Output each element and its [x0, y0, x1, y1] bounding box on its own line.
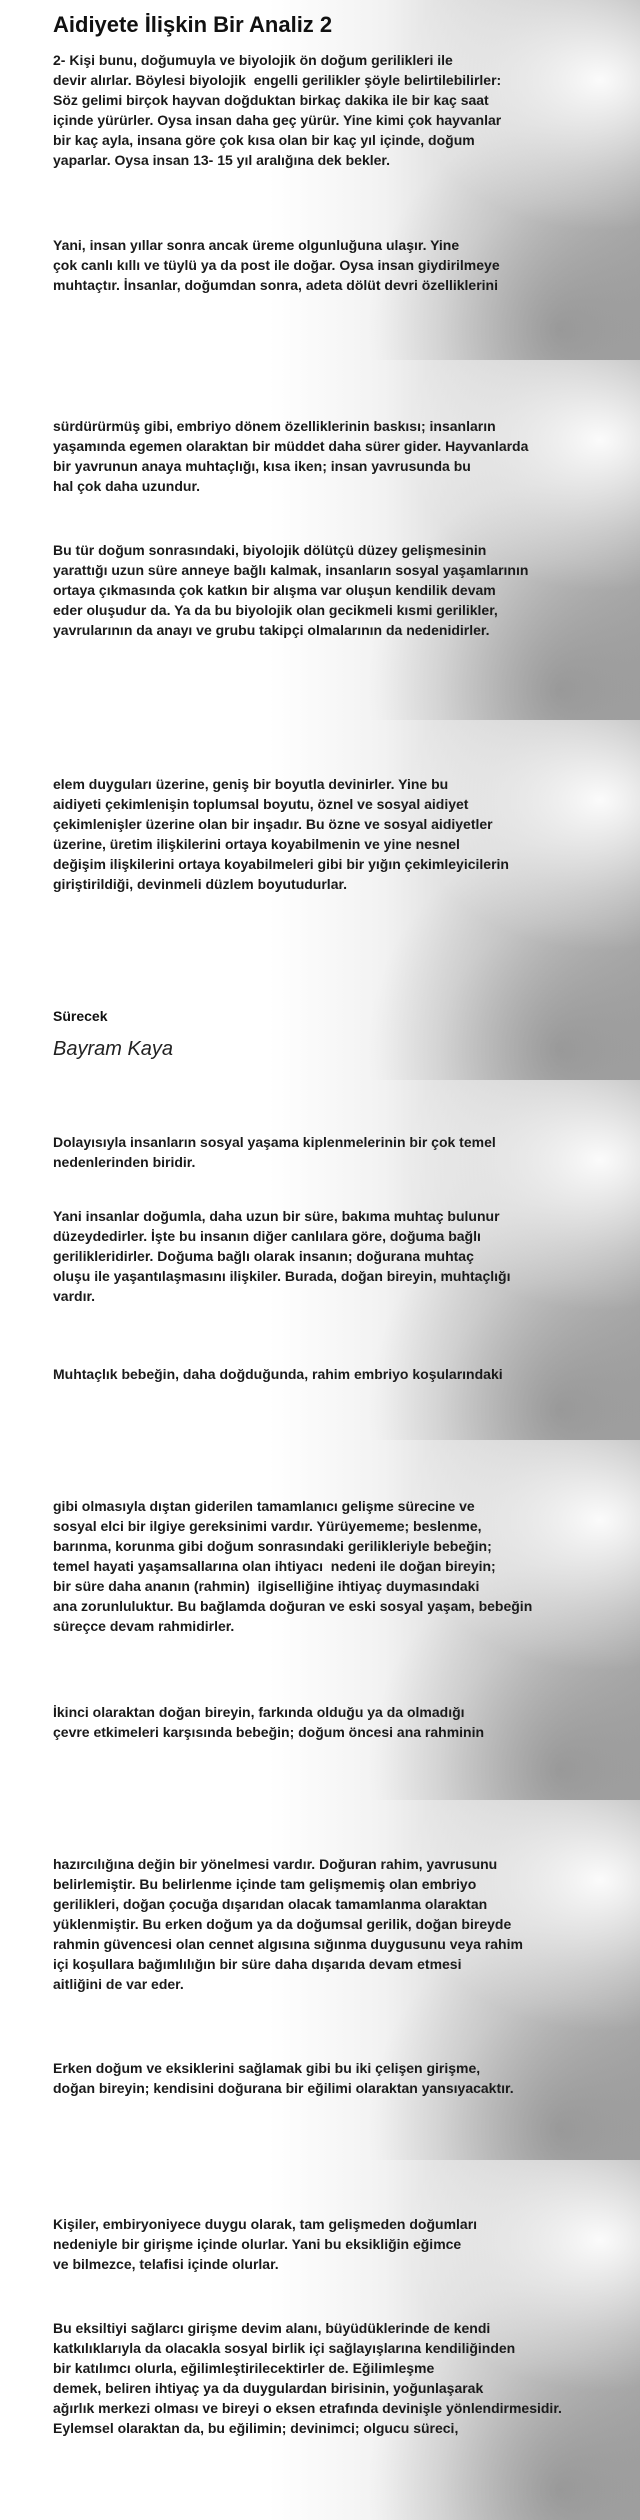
paragraph: sürdürürmüş gibi, embriyo dönem özelliklerinin baskısı; insanların yaşamında egemen olaraktan bir müddet daha sürer gider. Hayvanlarda bir yavrunun anaya muhtaçlığı, kısa iken; insan yavrusunda bu hal çok daha uzundur.: [53, 418, 529, 494]
paragraph: 2- Kişi bunu, doğumuyla ve biyolojik ön doğum gerilikleri ile devir alırlar. Böylesi biyolojik engelli gerilikler şöyle belirtilebilirler: Söz gelimi birçok hayvan doğduktan birkaç dakika ile bir kaç saat içinde yürürler. Oysa insan daha geç yürür. Yine kimi çok hayvanlar bir kaç ayla, insana göre çok kısa olan bir kaç yıl içinde, doğum yaparlar. Oysa insan 13- 15 yıl aralığına dek bekler.: [53, 52, 502, 168]
page-panel-7: [0, 2160, 640, 2520]
paragraph: gibi olmasıyla dıştan giderilen tamamlanıcı gelişme sürecine ve sosyal elci bir ilgiye gereksinimi vardır. Yürüyememe; beslenme, barınma, korunma gibi doğum sonrasındaki gerilikleriyle bebeğin; temel hayati yaşamsallarına olan ihtiyacı nedeni ile doğan bireyin; bir süre daha ananın (rahmin) ilgiselliğine ihtiyaç duymasındaki ana zorunluluktur. Bu bağlamda doğuran ve eski sosyal yaşam, bebeğin süreçce devam rahmidirler.: [53, 1498, 533, 1634]
page-panel-4: [0, 1080, 640, 1440]
paragraph: Kişiler, embiryoniyece duygu olarak, tam gelişmeden doğumları nedeniyle bir girişme içinde olurlar. Yani bu eksikliğin eğimce ve bilmezce, telafisi içinde olurlar.: [53, 2216, 478, 2272]
paragraph: Erken doğum ve eksiklerini sağlamak gibi bu iki çelişen girişme, doğan bireyin; kendisini doğurana bir eğilimi olaraktan yansıyacaktır.: [53, 2060, 514, 2096]
paragraph: Yani insanlar doğumla, daha uzun bir süre, bakıma muhtaç bulunur düzeydedirler. İşte bu insanın diğer canlılara göre, doğuma bağlı gerilikleridirler. Doğuma bağlı olarak insanın; doğurana muhtaç oluşu ile yaşantılaşmasını ilişkiler. Burada, doğan bireyin, muhtaçlığı vardır.: [53, 1208, 511, 1304]
paragraph: hazırcılığına değin bir yönelmesi vardır. Doğuran rahim, yavrusunu belirlemiştir. Bu belirlenme içinde tam gelişmemiş olan embriyo gerilikleri, doğan çocuğa dışarıdan olacak tamamlanma olaraktan yüklenmiştir. Bu erken doğum ya da doğumsal gerilik, doğan bireyde rahmin güvencesi olan cennet algısına sığınma duygusunu veya rahim içi koşullara bağımlılığın bir süre daha dışarıda devam etmesi aitliğini de var eder.: [53, 1856, 523, 1992]
paragraph: Bu tür doğum sonrasındaki, biyolojik dölütçü düzey gelişmesinin yarattığı uzun süre anneye bağlı kalmak, insanların sosyal yaşamlarının ortaya çıkmasında çok katkın bir alışma var oluşun kendilik devam eder oluşudur da. Ya da bu biyolojik olan gecikmeli kısmi gerilikler, yavrularının da anayı ve grubu takipçi olmalarının da nedenidirler.: [53, 542, 529, 638]
page-title: Aidiyete İlişkin Bir Analiz 2: [53, 12, 333, 37]
paragraph: Bu eksiltiyi sağlarcı girişme devim alanı, büyüdüklerinde de kendi katkılıklarıyla da olacakla sosyal birlik içi sağlayışlarına kendiliğinden bir katılımcı olurla, eğilimleştirilecektirler de. Eğilimleşme demek, beliren ihtiyaç ya da duygulardan birisinin, yoğunlaşarak ağırlık merkezi olması ve bireyi o eksen etrafında devinişle yönlendirmesidir. Eylemsel olaraktan da, bu eğilimin; devinimci; olgucu süreci,: [53, 2320, 562, 2436]
page-panel-5: [0, 1440, 640, 1800]
author-name: Bayram Kaya: [53, 1038, 174, 1060]
page-panel-1: [0, 0, 640, 360]
page-panel-6: [0, 1800, 640, 2160]
paragraph: Yani, insan yıllar sonra ancak üreme olgunluğuna ulaşır. Yine çok canlı kıllı ve tüylü ya da post ile doğar. Oysa insan giydirilmeye muhtaçtır. İnsanlar, doğumdan sonra, adeta dölüt devri özelliklerini: [53, 237, 500, 293]
paragraph: Muhtaçlık bebeğin, daha doğduğunda, rahim embriyo koşularındaki: [53, 1366, 503, 1382]
paragraph: elem duyguları üzerine, geniş bir boyutla devinirler. Yine bu aidiyeti çekimlenişin toplumsal boyutu, öznel ve sosyal aidiyet çekimlenişler üzerine olan bir inşadır. Bu özne ve sosyal aidiyetler üzerine, üretim ilişkilerini ortaya koyabilmenin ve yine nesnel değişim ilişkilerini ortaya koyabilmeleri gibi bir yığın çekimleyicilerin giriştirildiği, devinmeli düzlem boyutudurlar.: [53, 776, 509, 892]
page-panel-2: [0, 360, 640, 720]
paragraph: İkinci olaraktan doğan bireyin, farkında olduğu ya da olmadığı çevre etkimeleri karşısında bebeğin; doğum öncesi ana rahminin: [53, 1704, 485, 1740]
continued-label: Sürecek: [53, 1008, 108, 1024]
page-panel-3: [0, 720, 640, 1080]
paragraph: Dolayısıyla insanların sosyal yaşama kiplenmelerinin bir çok temel nedenlerinden biridir.: [53, 1134, 496, 1170]
